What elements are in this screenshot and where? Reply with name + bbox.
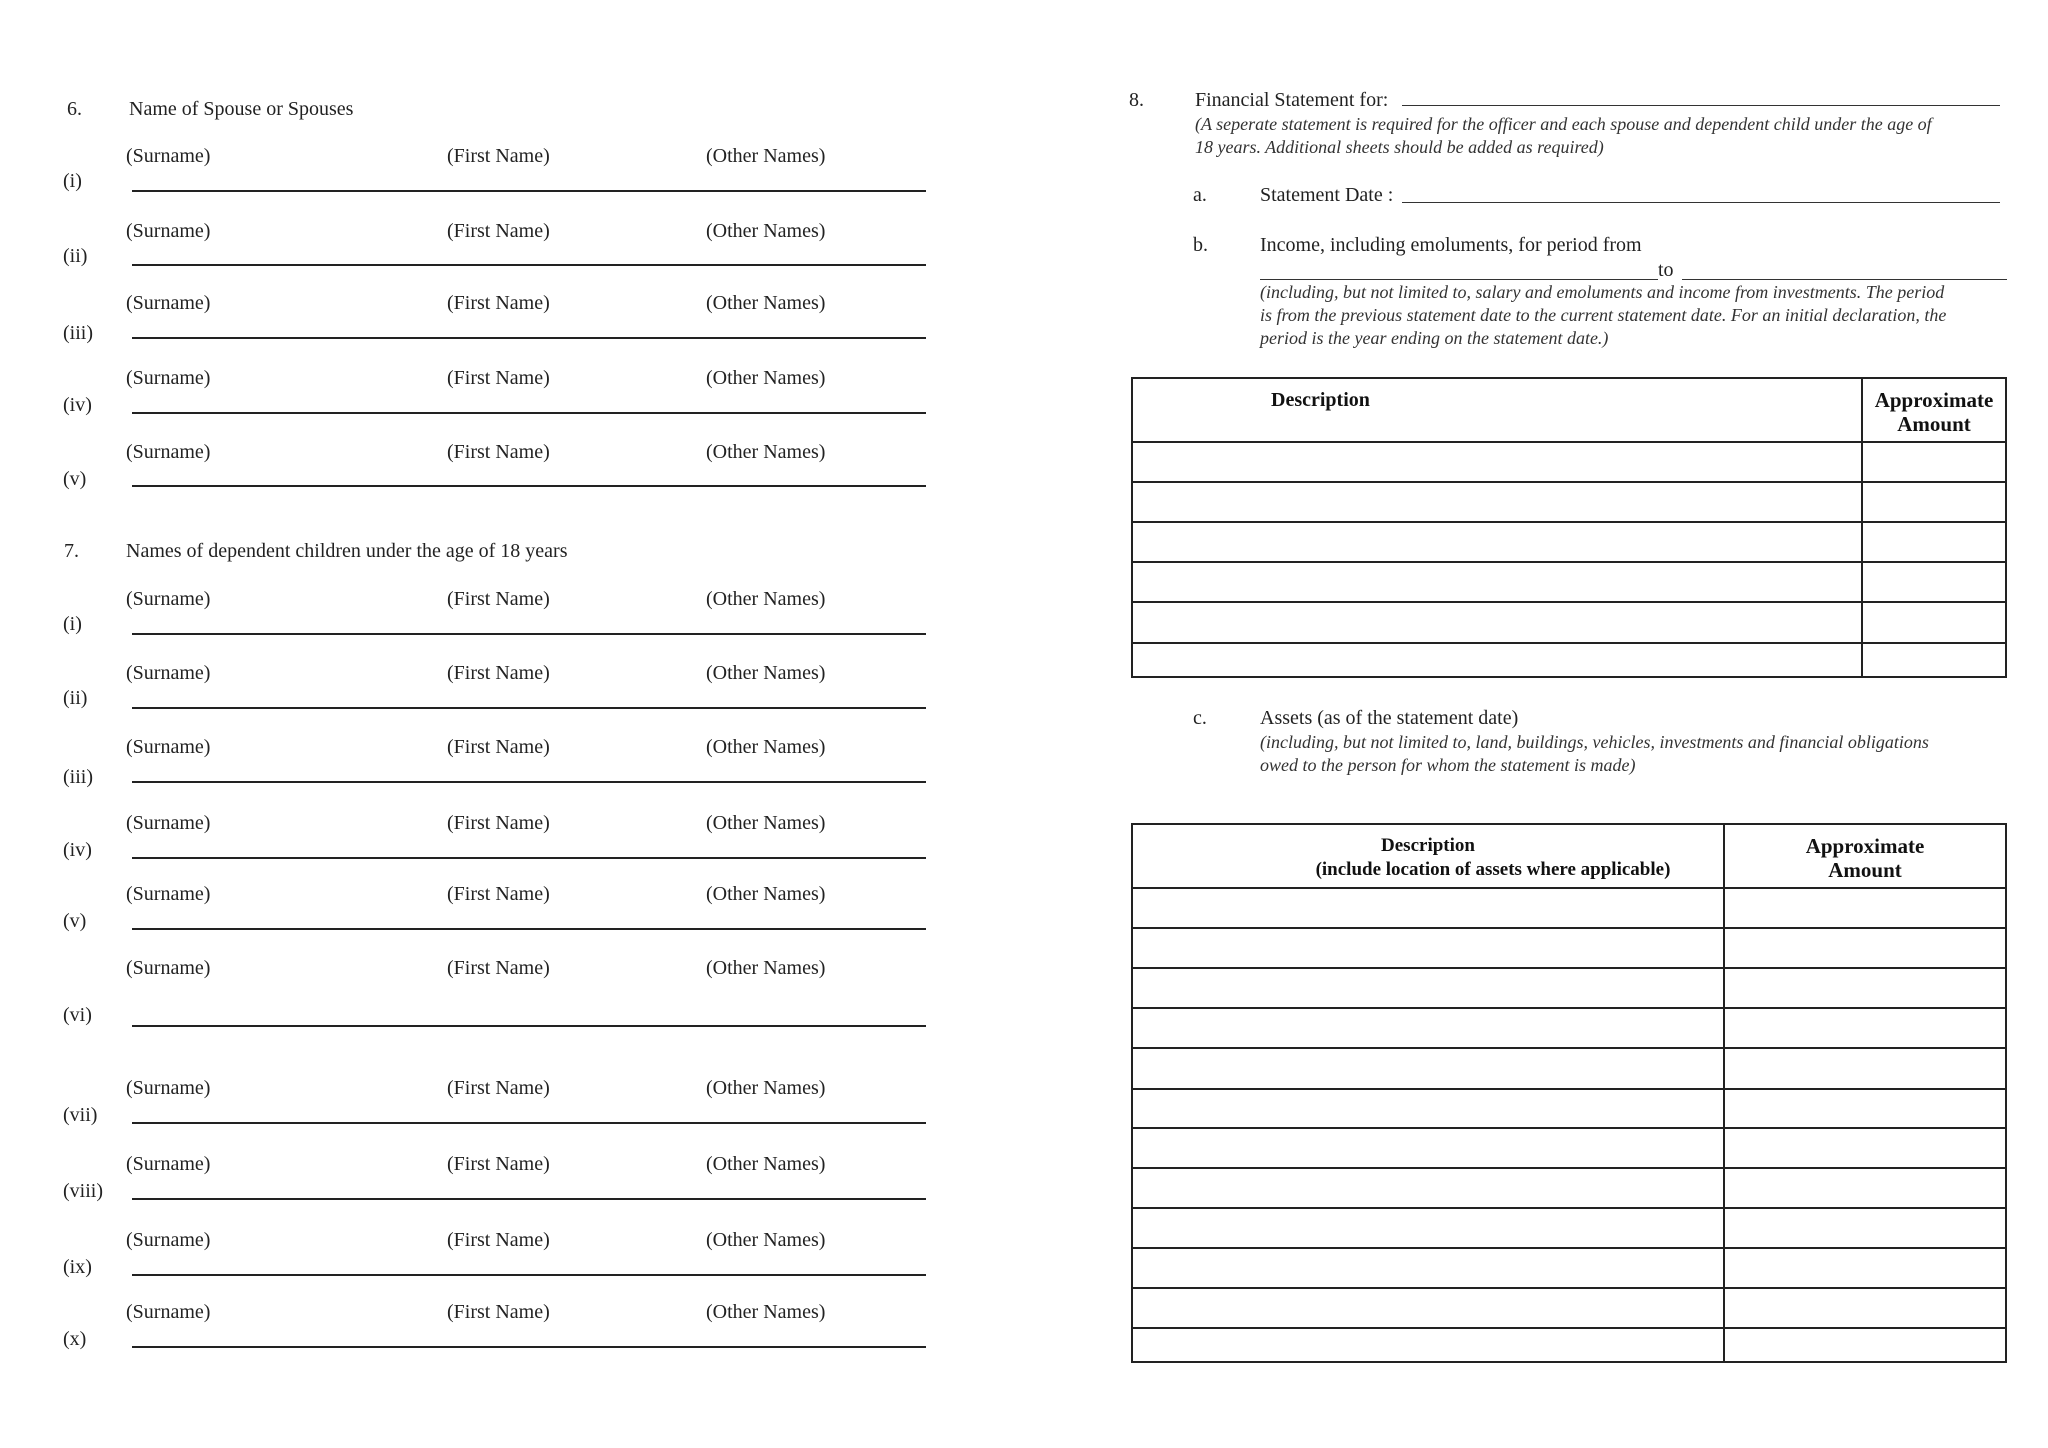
item-a-letter: a.: [1193, 184, 1207, 206]
income-table-amount-cell[interactable]: [1862, 442, 2006, 482]
financial-statement-for-field[interactable]: [1402, 105, 2000, 106]
assets-description-header: [1132, 824, 1724, 888]
assets-table-description-cell[interactable]: [1132, 1168, 1724, 1208]
income-amount-header-line-1: Approximate: [1874, 388, 1994, 412]
income-period-label: Income, including emoluments, for period from: [1260, 234, 1642, 256]
child-first-name-label: (First Name): [447, 1077, 550, 1099]
spouse-surname-label: (Surname): [126, 367, 211, 389]
income-table-row: [1132, 602, 2006, 643]
spouse-other-names-label: (Other Names): [706, 441, 826, 463]
child-surname-label: (Surname): [126, 662, 211, 684]
item-b-note-line-3: period is the year ending on the statement date.): [1260, 328, 1609, 348]
assets-table-row: [1132, 1248, 2006, 1288]
spouse-name-entry-line[interactable]: [132, 264, 926, 266]
assets-table-amount-cell[interactable]: [1724, 1328, 2006, 1362]
child-row-number: (x): [63, 1328, 87, 1350]
assets-table-description-cell[interactable]: [1132, 1089, 1724, 1128]
assets-table-amount-cell[interactable]: [1724, 968, 2006, 1008]
period-to-label: to: [1658, 259, 1674, 281]
child-first-name-label: (First Name): [447, 957, 550, 979]
assets-table-amount-cell[interactable]: [1724, 1288, 2006, 1328]
child-surname-label: (Surname): [126, 883, 211, 905]
assets-table-amount-cell[interactable]: [1724, 1008, 2006, 1048]
child-name-entry-line[interactable]: [132, 707, 926, 709]
child-name-entry-line[interactable]: [132, 1346, 926, 1348]
child-first-name-label: (First Name): [447, 662, 550, 684]
section-6-title: Name of Spouse or Spouses: [129, 98, 354, 120]
period-from-field[interactable]: [1260, 279, 1658, 280]
income-table-description-cell[interactable]: [1132, 522, 1862, 562]
assets-table-amount-cell[interactable]: [1724, 1089, 2006, 1128]
child-first-name-label: (First Name): [447, 1301, 550, 1323]
section-8-number: 8.: [1129, 89, 1144, 111]
assets-table: [1131, 823, 2007, 1363]
assets-table-row: [1132, 1128, 2006, 1168]
child-first-name-label: (First Name): [447, 736, 550, 758]
assets-table-description-cell[interactable]: [1132, 1208, 1724, 1248]
income-table-header: [1132, 378, 2006, 442]
section-7-number: 7.: [64, 540, 79, 562]
spouse-name-entry-line[interactable]: [132, 190, 926, 192]
child-name-entry-line[interactable]: [132, 1274, 926, 1276]
spouse-row-number: (v): [63, 468, 87, 490]
child-name-entry-line[interactable]: [132, 633, 926, 635]
child-first-name-label: (First Name): [447, 588, 550, 610]
item-b-note-line-1: (including, but not limited to, salary and emoluments and income from investments. The period: [1260, 282, 1945, 302]
child-other-names-label: (Other Names): [706, 662, 826, 684]
child-row-number: (iv): [63, 839, 92, 861]
assets-table-description-cell[interactable]: [1132, 888, 1724, 928]
assets-table-row: [1132, 1208, 2006, 1248]
income-table-description-cell[interactable]: [1132, 482, 1862, 522]
spouse-first-name-label: (First Name): [447, 367, 550, 389]
income-table-amount-cell[interactable]: [1862, 522, 2006, 562]
section-8-note-line-2: 18 years. Additional sheets should be added as required): [1195, 137, 1604, 157]
income-table-description-cell[interactable]: [1132, 602, 1862, 643]
spouse-surname-label: (Surname): [126, 220, 211, 242]
spouse-name-entry-line[interactable]: [132, 412, 926, 414]
income-table-amount-cell[interactable]: [1862, 643, 2006, 677]
assets-table-row: [1132, 1328, 2006, 1362]
child-surname-label: (Surname): [126, 1077, 211, 1099]
child-row-number: (ix): [63, 1256, 92, 1278]
item-b-note-line-2: is from the previous statement date to the current statement date. For an initial declaration, the: [1260, 305, 1947, 325]
assets-table-amount-cell[interactable]: [1724, 1128, 2006, 1168]
income-table-amount-cell[interactable]: [1862, 562, 2006, 602]
income-amount-header: [1862, 378, 2006, 442]
income-table-description-cell[interactable]: [1132, 562, 1862, 602]
income-table-amount-cell[interactable]: [1862, 602, 2006, 643]
assets-table-amount-cell[interactable]: [1724, 888, 2006, 928]
item-c-letter: c.: [1193, 707, 1207, 729]
spouse-surname-label: (Surname): [126, 145, 211, 167]
child-surname-label: (Surname): [126, 957, 211, 979]
spouse-row-number: (i): [63, 170, 82, 192]
assets-table-description-cell[interactable]: [1132, 1008, 1724, 1048]
child-other-names-label: (Other Names): [706, 957, 826, 979]
assets-table-amount-cell[interactable]: [1724, 1168, 2006, 1208]
child-surname-label: (Surname): [126, 1301, 211, 1323]
income-table-description-cell[interactable]: [1132, 643, 1862, 677]
child-name-entry-line[interactable]: [132, 1025, 926, 1027]
child-row-number: (viii): [63, 1180, 103, 1202]
spouse-other-names-label: (Other Names): [706, 367, 826, 389]
section-7-title: Names of dependent children under the age of 18 years: [126, 540, 568, 562]
assets-table-amount-cell[interactable]: [1724, 1248, 2006, 1288]
child-surname-label: (Surname): [126, 1153, 211, 1175]
income-description-header-text: Description: [1271, 389, 1370, 411]
assets-table-amount-cell[interactable]: [1724, 928, 2006, 968]
spouse-other-names-label: (Other Names): [706, 220, 826, 242]
child-first-name-label: (First Name): [447, 1153, 550, 1175]
assets-description-header-line-1: Description: [1381, 835, 1475, 856]
income-table-amount-cell[interactable]: [1862, 482, 2006, 522]
spouse-other-names-label: (Other Names): [706, 145, 826, 167]
assets-table-description-cell[interactable]: [1132, 1248, 1724, 1288]
spouse-name-entry-line[interactable]: [132, 337, 926, 339]
statement-date-label: Statement Date :: [1260, 184, 1394, 206]
child-row-number: (vii): [63, 1104, 98, 1126]
income-table: [1131, 377, 2007, 678]
spouse-other-names-label: (Other Names): [706, 292, 826, 314]
section-6-number: 6.: [67, 98, 82, 120]
spouse-first-name-label: (First Name): [447, 145, 550, 167]
spouse-name-entry-line[interactable]: [132, 485, 926, 487]
assets-table-amount-cell[interactable]: [1724, 1208, 2006, 1248]
child-name-entry-line[interactable]: [132, 1122, 926, 1124]
child-row-number: (iii): [63, 766, 93, 788]
child-first-name-label: (First Name): [447, 883, 550, 905]
spouse-row-number: (iv): [63, 394, 92, 416]
assets-table-header: [1132, 824, 2006, 888]
assets-table-description-cell[interactable]: [1132, 928, 1724, 968]
assets-label: Assets (as of the statement date): [1260, 707, 1519, 729]
assets-table-description-cell[interactable]: [1132, 1048, 1724, 1089]
assets-table-description-cell[interactable]: [1132, 1128, 1724, 1168]
child-other-names-label: (Other Names): [706, 588, 826, 610]
child-name-entry-line[interactable]: [132, 928, 926, 930]
income-table-row: [1132, 562, 2006, 602]
child-row-number: (i): [63, 613, 82, 635]
child-surname-label: (Surname): [126, 1229, 211, 1251]
child-other-names-label: (Other Names): [706, 1301, 826, 1323]
section-8-note-line-1: (A seperate statement is required for the officer and each spouse and dependent child under the age of: [1195, 114, 1932, 134]
assets-table-row: [1132, 1048, 2006, 1089]
assets-table-row: [1132, 1089, 2006, 1128]
assets-amount-header-line-2: Amount: [1828, 858, 1902, 882]
child-first-name-label: (First Name): [447, 1229, 550, 1251]
assets-table-amount-cell[interactable]: [1724, 1048, 2006, 1089]
assets-amount-header-line-1: Approximate: [1805, 834, 1925, 858]
income-table-description-cell[interactable]: [1132, 442, 1862, 482]
assets-amount-header: [1724, 824, 2006, 888]
income-amount-header-line-2: Amount: [1897, 412, 1971, 436]
child-row-number: (v): [63, 910, 87, 932]
child-name-entry-line[interactable]: [132, 781, 926, 783]
financial-statement-label: Financial Statement for:: [1195, 89, 1389, 111]
child-other-names-label: (Other Names): [706, 1229, 826, 1251]
period-to-field[interactable]: [1682, 279, 2007, 280]
child-first-name-label: (First Name): [447, 812, 550, 834]
assets-table-row: [1132, 1008, 2006, 1048]
spouse-first-name-label: (First Name): [447, 220, 550, 242]
item-b-letter: b.: [1193, 234, 1208, 256]
item-c-note-line-1: (including, but not limited to, land, buildings, vehicles, investments and financial obligations: [1260, 732, 1929, 752]
assets-table-row: [1132, 1168, 2006, 1208]
income-table-row: [1132, 643, 2006, 677]
item-c-note-line-2: owed to the person for whom the statement is made): [1260, 755, 1636, 775]
child-surname-label: (Surname): [126, 812, 211, 834]
assets-table-description-cell[interactable]: [1132, 1328, 1724, 1362]
income-table-row: [1132, 442, 2006, 482]
statement-date-field[interactable]: [1402, 202, 2000, 203]
income-table-row: [1132, 522, 2006, 562]
child-name-entry-line[interactable]: [132, 1198, 926, 1200]
assets-description-header-line-2: (include location of assets where applicable): [1315, 859, 1671, 880]
child-surname-label: (Surname): [126, 588, 211, 610]
assets-table-row: [1132, 928, 2006, 968]
assets-table-description-cell[interactable]: [1132, 1288, 1724, 1328]
child-name-entry-line[interactable]: [132, 857, 926, 859]
spouse-row-number: (iii): [63, 322, 93, 344]
income-description-header: [1132, 378, 1862, 442]
spouse-first-name-label: (First Name): [447, 292, 550, 314]
spouse-first-name-label: (First Name): [447, 441, 550, 463]
assets-table-row: [1132, 1288, 2006, 1328]
child-other-names-label: (Other Names): [706, 1153, 826, 1175]
spouse-row-number: (ii): [63, 245, 88, 267]
child-other-names-label: (Other Names): [706, 883, 826, 905]
assets-table-row: [1132, 968, 2006, 1008]
child-other-names-label: (Other Names): [706, 812, 826, 834]
child-other-names-label: (Other Names): [706, 1077, 826, 1099]
child-other-names-label: (Other Names): [706, 736, 826, 758]
child-row-number: (vi): [63, 1004, 92, 1026]
spouse-surname-label: (Surname): [126, 441, 211, 463]
child-surname-label: (Surname): [126, 736, 211, 758]
assets-table-description-cell[interactable]: [1132, 968, 1724, 1008]
child-row-number: (ii): [63, 687, 88, 709]
spouse-surname-label: (Surname): [126, 292, 211, 314]
income-table-row: [1132, 482, 2006, 522]
assets-table-row: [1132, 888, 2006, 928]
